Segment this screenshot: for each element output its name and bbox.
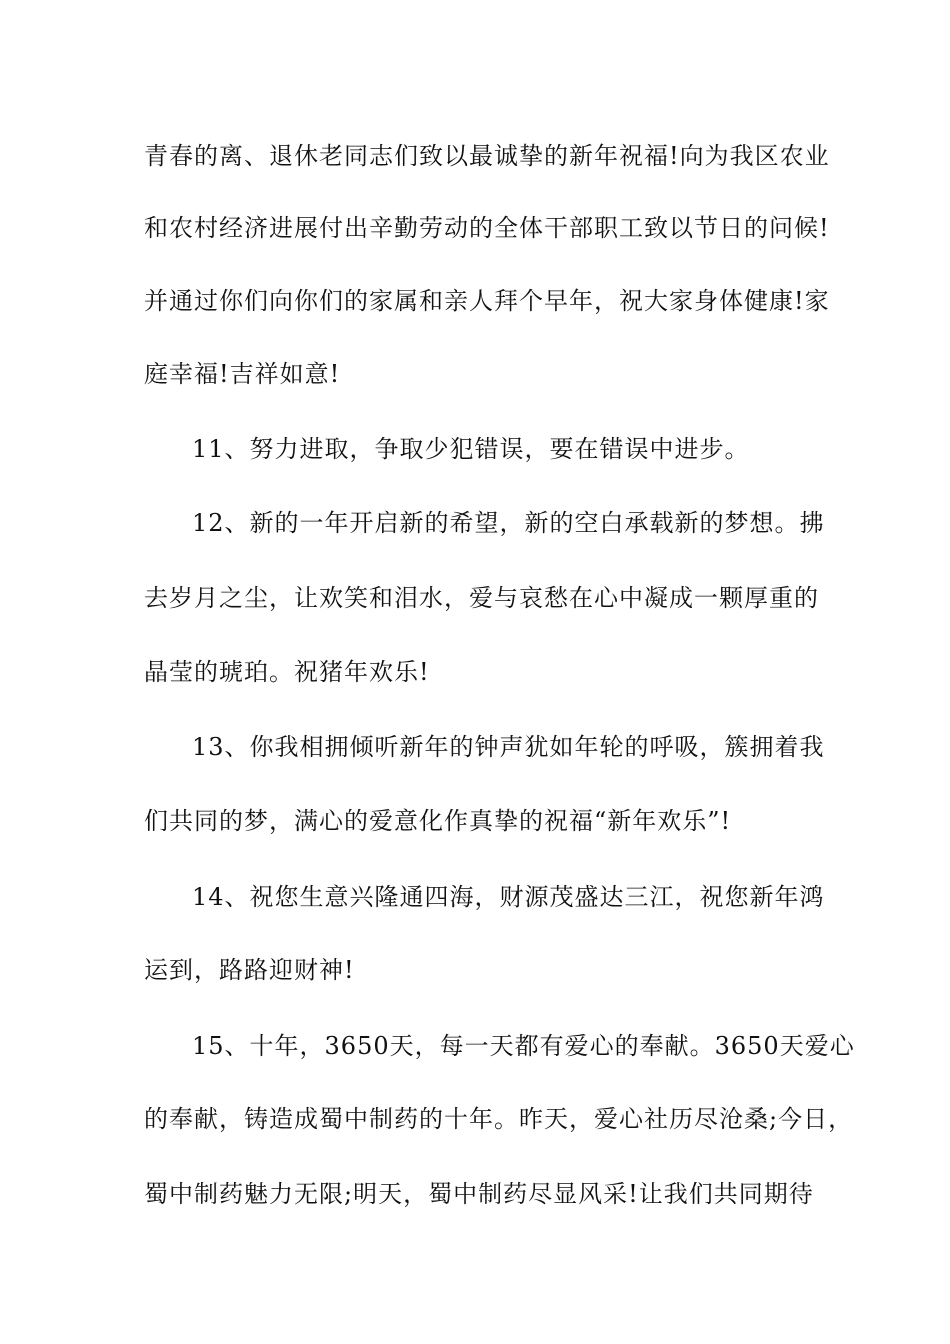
text-line: 蜀中制药魅力无限;明天，蜀中制药尽显风采!让我们共同期待 bbox=[144, 1180, 814, 1208]
text-line: 庭幸福!吉祥如意! bbox=[144, 360, 341, 388]
text-line: 晶莹的琥珀。祝猪年欢乐! bbox=[144, 658, 430, 686]
text-line: 青春的离、退休老同志们致以最诚挚的新年祝福!向为我区农业 bbox=[144, 142, 830, 170]
paragraph-15: 15、十年，3650天，每一天都有爱心的奉献。3650天爱心 bbox=[192, 1032, 855, 1060]
text-line: 们共同的梦，满心的爱意化作真挚的祝福“新年欢乐”! bbox=[144, 807, 732, 835]
paragraph-12: 12、新的一年开启新的希望，新的空白承载新的梦想。拂 bbox=[192, 509, 825, 537]
text-line: 去岁月之尘，让欢笑和泪水，爱与哀愁在心中凝成一颗厚重的 bbox=[144, 584, 819, 612]
paragraph-14: 14、祝您生意兴隆通四海，财源茂盛达三江，祝您新年鸿 bbox=[192, 883, 825, 911]
text-line: 和农村经济进展付出辛勤劳动的全体干部职工致以节日的问候! bbox=[144, 214, 830, 242]
text-line: 运到，路路迎财神! bbox=[144, 956, 355, 984]
text-line: 的奉献，铸造成蜀中制药的十年。昨天，爱心社历尽沧桑;今日， bbox=[144, 1105, 854, 1133]
paragraph-11: 11、努力进取，争取少犯错误，要在错误中进步。 bbox=[192, 435, 750, 463]
paragraph-13: 13、你我相拥倾听新年的钟声犹如年轮的呼吸，簇拥着我 bbox=[192, 733, 825, 761]
text-line: 并通过你们向你们的家属和亲人拜个早年，祝大家身体健康!家 bbox=[144, 287, 830, 315]
